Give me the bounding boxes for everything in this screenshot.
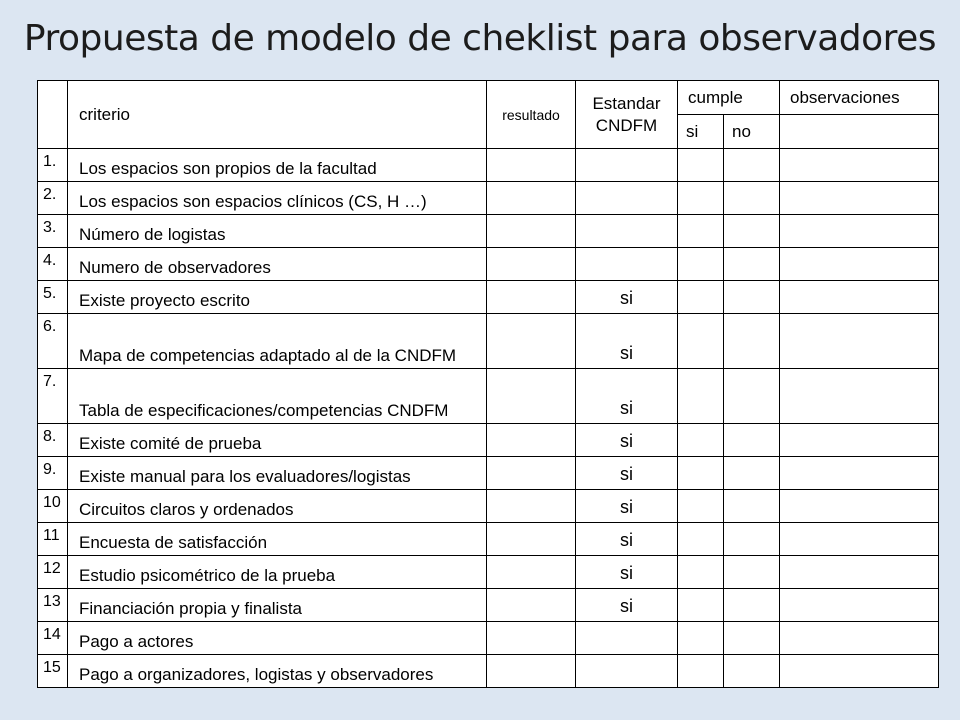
row-criterio: Existe proyecto escrito [68, 281, 487, 314]
row-cumple-no-cell[interactable] [724, 490, 780, 523]
table-row [38, 589, 939, 622]
row-criterio: Pago a organizadores, logistas y observadores [68, 655, 487, 688]
row-cumple-no-cell[interactable] [724, 622, 780, 655]
row-resultado-cell[interactable] [487, 589, 576, 622]
table-row [38, 182, 939, 215]
row-cumple-no-cell[interactable] [724, 149, 780, 182]
row-number: 6. [38, 314, 68, 369]
row-resultado-cell[interactable] [487, 622, 576, 655]
row-estandar: si [576, 424, 678, 457]
row-cumple-si-cell[interactable] [678, 314, 724, 369]
row-resultado-cell[interactable] [487, 215, 576, 248]
row-criterio: Financiación propia y finalista [68, 589, 487, 622]
row-cumple-si-cell[interactable] [678, 655, 724, 688]
header-estandar: Estandar CNDFM [576, 81, 678, 149]
row-observaciones-cell[interactable] [780, 248, 939, 281]
row-resultado-cell[interactable] [487, 182, 576, 215]
row-cumple-no-cell[interactable] [724, 457, 780, 490]
row-observaciones-cell[interactable] [780, 622, 939, 655]
page-title: Propuesta de modelo de cheklist para observadores [23, 18, 937, 59]
row-observaciones-cell[interactable] [780, 556, 939, 589]
row-cumple-si-cell[interactable] [678, 424, 724, 457]
row-number: 5. [38, 281, 68, 314]
table-row [38, 369, 939, 424]
header-criterio: criterio [68, 81, 487, 149]
row-cumple-no-cell[interactable] [724, 589, 780, 622]
header-row-1 [38, 81, 939, 115]
row-cumple-no-cell[interactable] [724, 556, 780, 589]
row-resultado-cell[interactable] [487, 149, 576, 182]
row-criterio: Estudio psicométrico de la prueba [68, 556, 487, 589]
row-cumple-no-cell[interactable] [724, 215, 780, 248]
row-cumple-si-cell[interactable] [678, 215, 724, 248]
row-estandar: si [576, 369, 678, 424]
row-estandar: si [576, 523, 678, 556]
header-num-cell [38, 81, 68, 149]
row-criterio: Numero de observadores [68, 248, 487, 281]
row-criterio: Número de logistas [68, 215, 487, 248]
row-cumple-si-cell[interactable] [678, 457, 724, 490]
row-number: 9. [38, 457, 68, 490]
header-observaciones: observaciones [780, 81, 939, 115]
row-estandar: si [576, 314, 678, 369]
row-cumple-no-cell[interactable] [724, 424, 780, 457]
row-number: 3. [38, 215, 68, 248]
row-number: 14 [38, 622, 68, 655]
header-no: no [724, 115, 780, 149]
row-cumple-no-cell[interactable] [724, 248, 780, 281]
row-resultado-cell[interactable] [487, 523, 576, 556]
row-resultado-cell[interactable] [487, 314, 576, 369]
row-number: 12 [38, 556, 68, 589]
row-criterio: Pago a actores [68, 622, 487, 655]
row-estandar: si [576, 589, 678, 622]
checklist-table [37, 80, 939, 688]
row-observaciones-cell[interactable] [780, 424, 939, 457]
row-cumple-no-cell[interactable] [724, 314, 780, 369]
row-resultado-cell[interactable] [487, 457, 576, 490]
row-cumple-no-cell[interactable] [724, 369, 780, 424]
row-cumple-si-cell[interactable] [678, 622, 724, 655]
row-criterio: Los espacios son espacios clínicos (CS, H …) [68, 182, 487, 215]
row-estandar: si [576, 457, 678, 490]
row-observaciones-cell[interactable] [780, 457, 939, 490]
row-number: 11 [38, 523, 68, 556]
row-criterio: Tabla de especificaciones/competencias CNDFM [68, 369, 487, 424]
row-number: 15 [38, 655, 68, 688]
row-cumple-si-cell[interactable] [678, 490, 724, 523]
row-estandar: si [576, 281, 678, 314]
row-number: 10 [38, 490, 68, 523]
row-estandar [576, 655, 678, 688]
row-cumple-si-cell[interactable] [678, 248, 724, 281]
table-row [38, 655, 939, 688]
row-cumple-no-cell[interactable] [724, 523, 780, 556]
row-cumple-si-cell[interactable] [678, 281, 724, 314]
table-row [38, 556, 939, 589]
row-cumple-si-cell[interactable] [678, 182, 724, 215]
header-observaciones-blank [780, 115, 939, 149]
row-resultado-cell[interactable] [487, 248, 576, 281]
table-row [38, 215, 939, 248]
row-criterio: Los espacios son propios de la facultad [68, 149, 487, 182]
row-estandar [576, 215, 678, 248]
row-cumple-no-cell[interactable] [724, 655, 780, 688]
table-row [38, 424, 939, 457]
row-estandar [576, 149, 678, 182]
row-estandar [576, 182, 678, 215]
row-cumple-no-cell[interactable] [724, 281, 780, 314]
row-number: 1. [38, 149, 68, 182]
row-resultado-cell[interactable] [487, 369, 576, 424]
row-resultado-cell[interactable] [487, 556, 576, 589]
row-estandar [576, 622, 678, 655]
row-observaciones-cell[interactable] [780, 314, 939, 369]
table-row [38, 248, 939, 281]
row-cumple-si-cell[interactable] [678, 369, 724, 424]
row-observaciones-cell[interactable] [780, 182, 939, 215]
row-criterio: Existe manual para los evaluadores/logistas [68, 457, 487, 490]
row-cumple-no-cell[interactable] [724, 182, 780, 215]
row-estandar [576, 248, 678, 281]
row-observaciones-cell[interactable] [780, 589, 939, 622]
row-number: 13 [38, 589, 68, 622]
table-row [38, 523, 939, 556]
row-criterio: Encuesta de satisfacción [68, 523, 487, 556]
row-resultado-cell[interactable] [487, 490, 576, 523]
table-row [38, 149, 939, 182]
row-resultado-cell[interactable] [487, 424, 576, 457]
row-estandar: si [576, 556, 678, 589]
row-criterio: Circuitos claros y ordenados [68, 490, 487, 523]
row-number: 4. [38, 248, 68, 281]
row-number: 8. [38, 424, 68, 457]
row-number: 7. [38, 369, 68, 424]
table-row [38, 281, 939, 314]
row-cumple-si-cell[interactable] [678, 149, 724, 182]
checklist-table-wrapper [37, 80, 938, 688]
row-observaciones-cell[interactable] [780, 369, 939, 424]
row-criterio: Existe comité de prueba [68, 424, 487, 457]
header-si: si [678, 115, 724, 149]
row-observaciones-cell[interactable] [780, 149, 939, 182]
row-cumple-si-cell[interactable] [678, 556, 724, 589]
row-observaciones-cell[interactable] [780, 523, 939, 556]
row-observaciones-cell[interactable] [780, 281, 939, 314]
row-criterio: Mapa de competencias adaptado al de la CNDFM [68, 314, 487, 369]
row-resultado-cell[interactable] [487, 655, 576, 688]
row-observaciones-cell[interactable] [780, 215, 939, 248]
row-observaciones-cell[interactable] [780, 655, 939, 688]
row-cumple-si-cell[interactable] [678, 589, 724, 622]
table-row [38, 457, 939, 490]
table-row [38, 490, 939, 523]
row-resultado-cell[interactable] [487, 281, 576, 314]
row-observaciones-cell[interactable] [780, 490, 939, 523]
row-estandar: si [576, 490, 678, 523]
table-row [38, 622, 939, 655]
row-cumple-si-cell[interactable] [678, 523, 724, 556]
table-row [38, 314, 939, 369]
header-cumple: cumple [678, 81, 780, 115]
row-number: 2. [38, 182, 68, 215]
header-resultado: resultado [487, 81, 576, 149]
